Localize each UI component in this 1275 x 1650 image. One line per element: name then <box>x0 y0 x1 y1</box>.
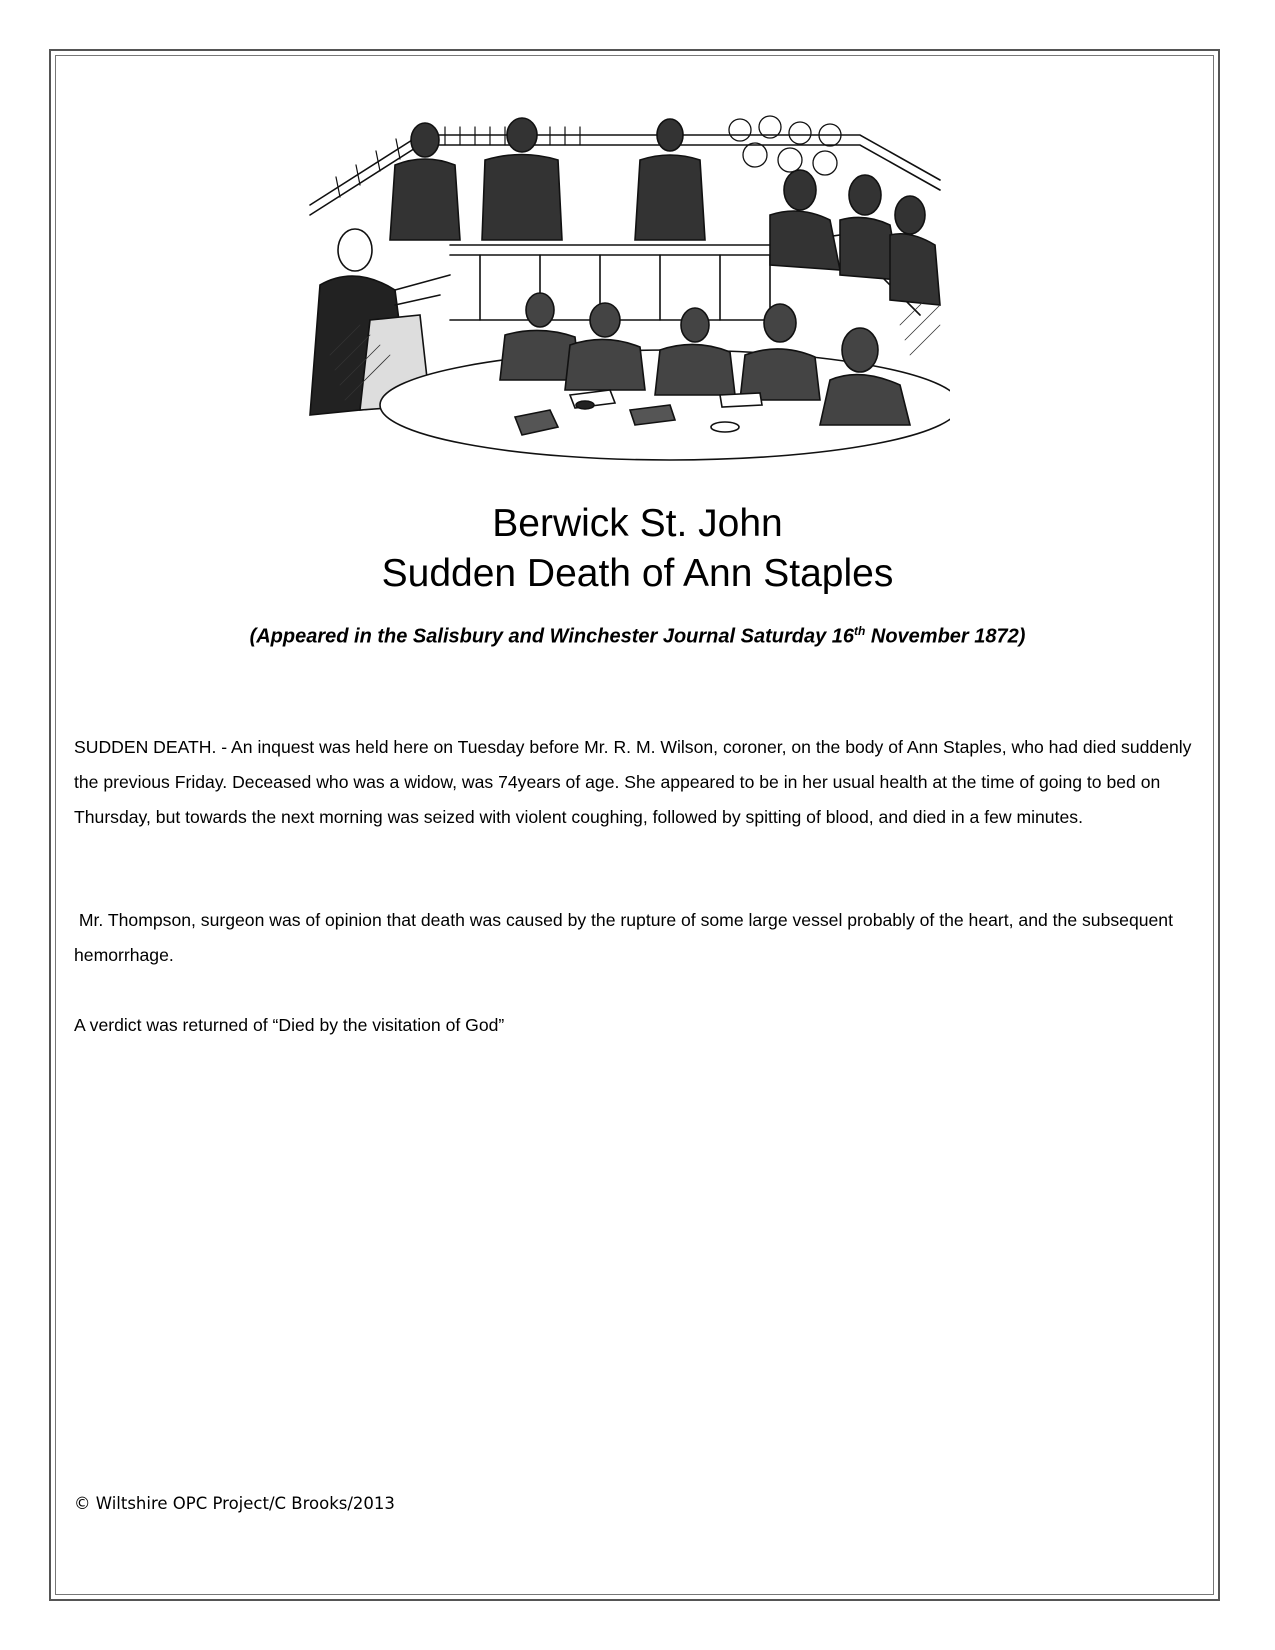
citation-date-end: November 1872) <box>865 625 1026 648</box>
document-title-place: Berwick St. John <box>492 502 783 545</box>
citation-text: (Appeared in the Salisbury and Winchester Journal Saturday 16 <box>249 625 855 648</box>
inquest-illustration <box>300 105 950 475</box>
document-title: Sudden Death of Ann Staples <box>381 552 894 595</box>
copyright-footer: © Wiltshire OPC Project/C Brooks/2013 <box>74 1494 395 1513</box>
paragraph-surgeon-opinion: Mr. Thompson, surgeon was of opinion that death was caused by the rupture of some large vessel probably of the heart, and the subsequent hemorrhage. <box>74 910 1178 965</box>
paragraph-inquest: SUDDEN DEATH. - An inquest was held here on Tuesday before Mr. R. M. Wilson, coroner, on the body of Ann Staples, who had died suddenly the previous Friday. Deceased who was a widow, was 74years of age. She appeared to be in her usual health at the time of going to bed on Thursday, but towards the next morning was seized with violent coughing, followed by spitting of blood, and died in a few minutes. <box>74 737 1192 827</box>
citation-ordinal-suffix: th <box>854 624 866 638</box>
paragraph-verdict: A verdict was returned of “Died by the visitation of God” <box>74 1015 505 1035</box>
source-citation <box>55 624 1220 649</box>
